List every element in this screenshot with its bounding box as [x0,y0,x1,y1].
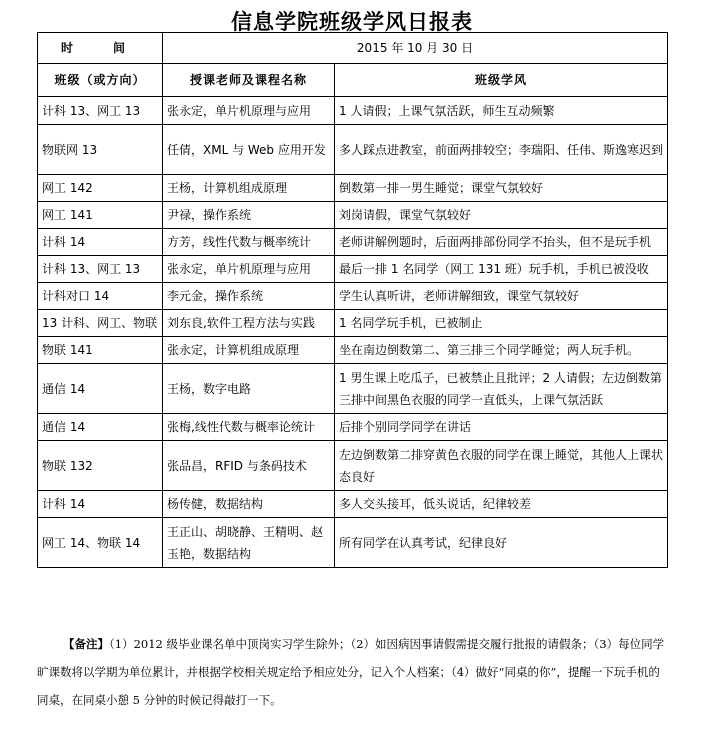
table-row [38,337,668,364]
cell-style: 老师讲解例题时，后面两排部份同学不抬头，但不是玩手机 [335,229,668,256]
cell-class: 计科对口 14 [38,283,163,310]
cell-class: 通信 14 [38,414,163,441]
cell-teacher: 王杨，数字电路 [163,364,335,414]
cell-class: 物联 141 [38,337,163,364]
cell-teacher: 刘东良,软件工程方法与实践 [163,310,335,337]
cell-teacher: 尹禄，操作系统 [163,202,335,229]
cell-style: 1 人请假；上课气氛活跃，师生互动频繁 [335,97,668,125]
table-row [38,202,668,229]
cell-style: 左边倒数第二排穿黄色衣服的同学在课上睡觉，其他人上课状态良好 [335,441,668,491]
cell-style: 1 名同学玩手机，已被制止 [335,310,668,337]
table-row [38,441,668,491]
cell-style: 坐在南边倒数第二、第三排三个同学睡觉；两人玩手机。 [335,337,668,364]
cell-class: 计科 13、网工 13 [38,256,163,283]
time-label: 时 间 [38,33,163,64]
notes [37,630,667,714]
cell-teacher: 张梅,线性代数与概率论统计 [163,414,335,441]
table-row [38,175,668,202]
cell-teacher: 王正山、胡晓静、王精明、赵玉艳，数据结构 [163,518,335,568]
report-date: 2015 年 10 月 30 日 [163,33,668,64]
cell-teacher: 张品昌，RFID 与条码技术 [163,441,335,491]
table-row [38,97,668,125]
report-table [37,32,668,568]
header-class: 班级（或方向） [38,64,163,97]
cell-class: 计科 13、网工 13 [38,97,163,125]
cell-class: 网工 142 [38,175,163,202]
cell-class: 物联 132 [38,441,163,491]
table-row [38,229,668,256]
cell-style: 所有同学在认真考试，纪律良好 [335,518,668,568]
table-row [38,491,668,518]
cell-teacher: 王杨，计算机组成原理 [163,175,335,202]
cell-class: 计科 14 [38,491,163,518]
cell-class: 13 计科、网工、物联 [38,310,163,337]
table-row [38,125,668,175]
cell-teacher: 张永定，单片机原理与应用 [163,97,335,125]
cell-teacher: 杨传健，数据结构 [163,491,335,518]
cell-style: 倒数第一排一男生睡觉；课堂气氛较好 [335,175,668,202]
table-row [38,364,668,414]
cell-style: 多人交头接耳，低头说话，纪律较差 [335,491,668,518]
cell-teacher: 任倩，XML 与 Web 应用开发 [163,125,335,175]
notes-label: 【备注】 [63,637,109,651]
table-row [38,310,668,337]
cell-style: 刘岗请假，课堂气氛较好 [335,202,668,229]
cell-style: 学生认真听讲，老师讲解细致，课堂气氛较好 [335,283,668,310]
notes-text: （1）2012 级毕业课名单中顶岗实习学生除外；（2）如因病因事请假需提交履行批报的请假条；（3）每位同学旷课数将以学期为单位累计，并根据学校相关规定给予相应处分，记入个人档案；（4）做好“同桌的你”，提醒一下玩手机的同桌，在同桌小憩 5 分钟的时候记得敲打一下。 [37,637,665,707]
table-row [38,256,668,283]
cell-teacher: 方芳，线性代数与概率统计 [163,229,335,256]
cell-teacher: 张永定，计算机组成原理 [163,337,335,364]
cell-style: 1 男生课上吃瓜子，已被禁止且批评；2 人请假；左边倒数第三排中间黑色衣服的同学一直低头，上课气氛活跃 [335,364,668,414]
header-row [38,64,668,97]
page-title: 信息学院班级学风日报表 [231,9,473,34]
header-teacher: 授课老师及课程名称 [163,64,335,97]
cell-teacher: 张永定，单片机原理与应用 [163,256,335,283]
cell-style: 最后一排 1 名同学（网工 131 班）玩手机，手机已被没收 [335,256,668,283]
cell-teacher: 李元金，操作系统 [163,283,335,310]
cell-class: 计科 14 [38,229,163,256]
cell-class: 网工 14、物联 14 [38,518,163,568]
cell-class: 网工 141 [38,202,163,229]
cell-class: 通信 14 [38,364,163,414]
table-row [38,283,668,310]
time-row [38,33,668,64]
table-row [38,414,668,441]
cell-class: 物联网 13 [38,125,163,175]
cell-style: 后排个别同学同学在讲话 [335,414,668,441]
cell-style: 多人踩点进教室，前面两排较空；李瑞阳、任伟、斯逸寒迟到 [335,125,668,175]
header-style: 班级学风 [335,64,668,97]
table-row [38,518,668,568]
